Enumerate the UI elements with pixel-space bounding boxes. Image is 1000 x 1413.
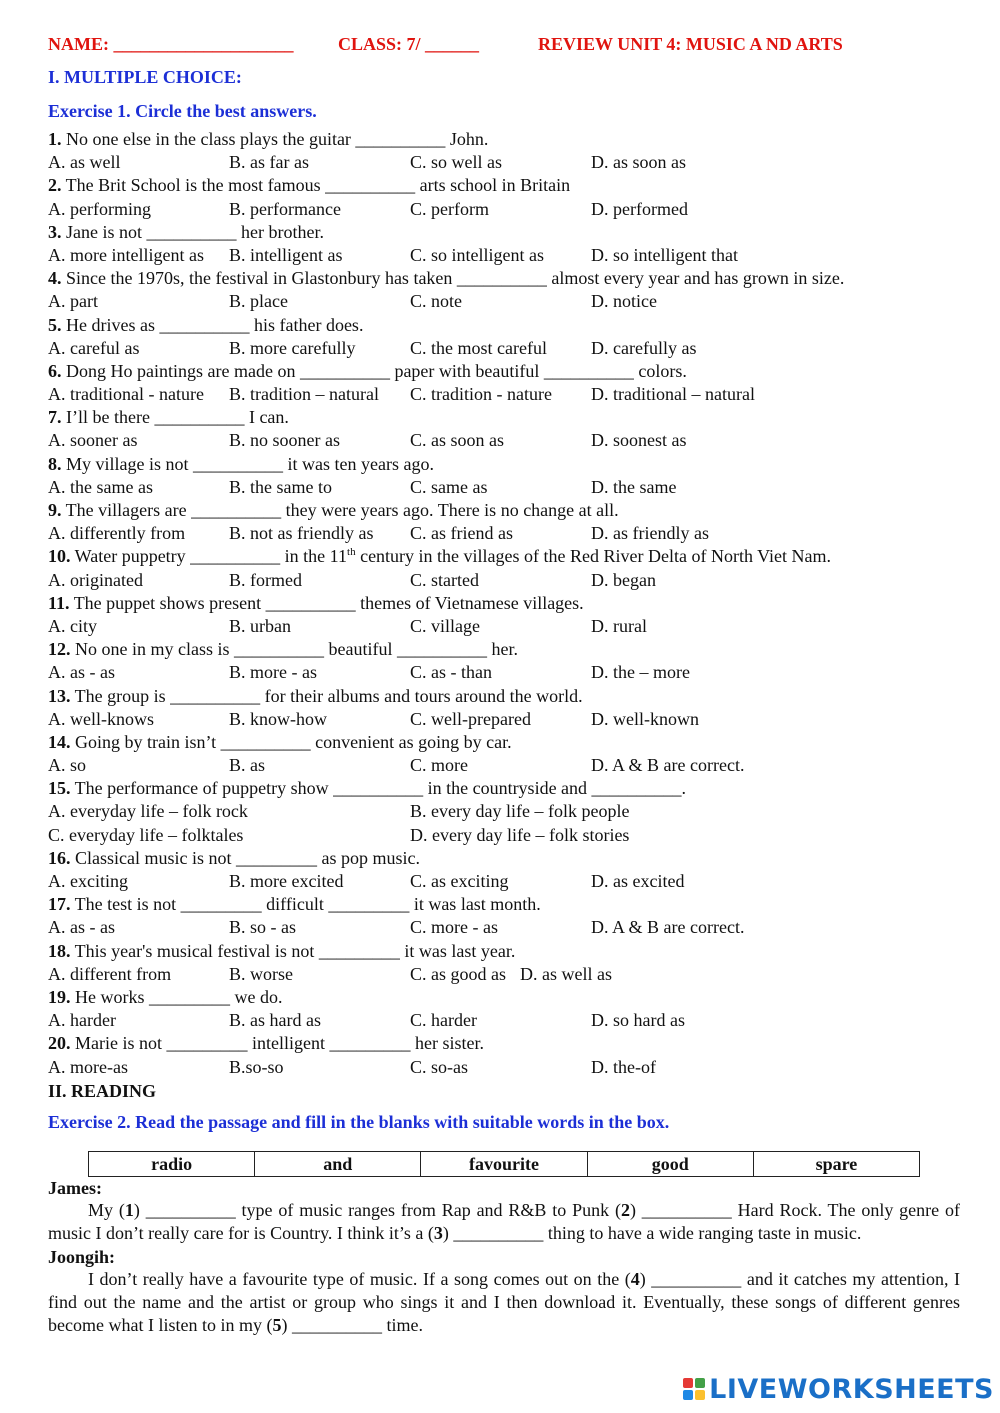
option-d[interactable]: D. traditional – natural	[591, 384, 755, 405]
worksheet-page	[48, 34, 960, 1338]
passage-text: I don’t really have a favourite type of music. If a song comes out on the (	[88, 1268, 631, 1289]
word-box-cell: radio	[89, 1152, 255, 1176]
option-a[interactable]: A. more-as	[48, 1056, 128, 1077]
question-number: 10.	[48, 546, 71, 567]
option-a[interactable]: A. part	[48, 291, 98, 312]
question-number: 1.	[48, 129, 62, 149]
question-9	[48, 499, 960, 522]
question-text: Dong Ho paintings are made on __________ paper with beautiful __________ colors.	[61, 360, 687, 381]
question-text: Since the 1970s, the festival in Glastonbury has taken __________ almost every year and has grown in size.	[61, 268, 845, 289]
option-c[interactable]: C. as soon as	[410, 430, 504, 451]
option-b[interactable]: B. urban	[229, 615, 291, 636]
option-d[interactable]: D. as friendly as	[591, 523, 709, 544]
option-d[interactable]: D. so hard as	[591, 1010, 685, 1031]
passage-joongih	[48, 1268, 960, 1338]
option-a[interactable]: A. originated	[48, 569, 143, 590]
class-field-label: CLASS: 7/ ______	[338, 34, 480, 54]
option-b[interactable]: B. not as friendly as	[229, 523, 374, 544]
question-number: 4.	[48, 268, 62, 289]
question-text: Jane is not __________ her brother.	[61, 221, 324, 242]
question-text: He works _________ we do.	[70, 986, 283, 1007]
option-b[interactable]: B. so - as	[229, 917, 296, 938]
logo-square	[695, 1378, 705, 1388]
options-row	[48, 824, 960, 847]
passage-text: ) __________ time.	[281, 1315, 423, 1336]
option-d[interactable]: D. as soon as	[591, 152, 686, 173]
option-b[interactable]: B. place	[229, 291, 288, 312]
option-d[interactable]: D. every day life – folk stories	[410, 824, 630, 845]
question-8	[48, 453, 960, 476]
question-14	[48, 731, 960, 754]
question-number: 9.	[48, 500, 62, 520]
option-a[interactable]: A. different from	[48, 963, 172, 984]
question-4	[48, 267, 960, 290]
options-row	[48, 615, 960, 638]
exercise-2-title: Exercise 2. Read the passage and fill in the blanks with suitable words in the box.	[48, 1111, 670, 1132]
options-row	[48, 1056, 960, 1079]
exercise-1-title: Exercise 1. Circle the best answers.	[48, 101, 317, 121]
option-b[interactable]: B. every day life – folk people	[410, 801, 630, 822]
option-a[interactable]: A. well-knows	[48, 708, 154, 729]
question-15	[48, 777, 960, 800]
options-row	[48, 800, 960, 823]
worksheet-header	[48, 34, 960, 60]
option-a[interactable]: A. careful as	[48, 337, 140, 358]
option-a[interactable]: A. differently from	[48, 523, 186, 544]
option-d[interactable]: D. as well as	[520, 963, 612, 984]
passage-text: ) __________ thing to have a wide ranging taste in music.	[442, 1223, 862, 1244]
name-field-label: NAME: ____________________	[48, 34, 294, 54]
option-a[interactable]: A. so	[48, 755, 87, 776]
passage-text: ) __________ type of music ranges from Rap and R&B to Punk (	[133, 1199, 621, 1220]
option-d[interactable]: D. the-of	[591, 1056, 656, 1077]
option-c[interactable]: C. the most careful	[410, 337, 547, 358]
options-row	[48, 383, 960, 406]
option-c[interactable]: C. village	[410, 615, 480, 636]
question-number: 20.	[48, 1033, 71, 1054]
question-text: My village is not __________ it was ten years ago.	[61, 453, 434, 474]
option-c[interactable]: C. started	[410, 569, 479, 590]
question-number: 5.	[48, 314, 62, 335]
option-c[interactable]: C. same as	[410, 476, 488, 497]
option-c[interactable]: C. everyday life – folktales	[48, 824, 244, 845]
option-a[interactable]: A. as - as	[48, 662, 115, 683]
question-13	[48, 685, 960, 708]
option-a[interactable]: A. everyday life – folk rock	[48, 801, 248, 822]
question-text: The villagers are __________ they were years ago. There is no change at all.	[61, 500, 619, 520]
question-text: The Brit School is the most famous __________ arts school in Britain	[61, 175, 571, 196]
question-19	[48, 986, 960, 1009]
blank-number: 3	[433, 1223, 443, 1244]
question-text: I’ll be there __________ I can.	[61, 407, 289, 428]
options-row	[48, 337, 960, 360]
question-text: Marie is not _________ intelligent _________ her sister.	[70, 1033, 484, 1054]
option-b[interactable]: B. as far as	[229, 152, 309, 173]
option-c[interactable]: C. perform	[410, 198, 489, 219]
options-row	[48, 569, 960, 592]
options-row	[48, 661, 960, 684]
option-b[interactable]: B. performance	[229, 198, 341, 219]
word-box-cell: good	[588, 1152, 754, 1176]
question-number: 7.	[48, 407, 62, 428]
option-d[interactable]: D. performed	[591, 198, 688, 219]
question-text: Going by train isn’t __________ convenient as going by car.	[70, 731, 512, 752]
word-box-cell: favourite	[421, 1152, 587, 1176]
question-3	[48, 221, 960, 244]
option-b[interactable]: B. more - as	[229, 662, 317, 683]
option-a[interactable]: A. harder	[48, 1010, 116, 1031]
question-number: 15.	[48, 778, 71, 799]
option-d[interactable]: D. notice	[591, 291, 657, 312]
option-c[interactable]: C. note	[410, 291, 462, 312]
options-row	[48, 151, 960, 174]
question-superscript: th	[347, 546, 356, 559]
question-7	[48, 406, 960, 429]
question-text: No one in my class is __________ beautiful __________ her.	[70, 639, 518, 660]
options-row	[48, 198, 960, 221]
option-c[interactable]: C. more - as	[410, 917, 498, 938]
word-box-cell: spare	[815, 1153, 858, 1174]
blank-number: 5	[272, 1315, 282, 1336]
option-a[interactable]: A. sooner as	[48, 430, 138, 451]
question-number: 13.	[48, 685, 71, 706]
liveworksheets-logo	[683, 1369, 994, 1409]
question-5	[48, 314, 960, 337]
question-text: Classical music is not _________ as pop music.	[70, 847, 420, 868]
option-b[interactable]: B. formed	[229, 569, 302, 590]
question-number: 16.	[48, 847, 71, 868]
option-b[interactable]: B. more excited	[229, 871, 344, 891]
option-a[interactable]: A. city	[48, 615, 97, 636]
option-d[interactable]: D. soonest as	[591, 430, 687, 451]
question-12	[48, 638, 960, 661]
logo-square	[695, 1390, 705, 1400]
option-c[interactable]: C. so well as	[410, 152, 502, 173]
speaker-joongih: Joongih:	[48, 1246, 116, 1267]
options-row	[48, 754, 960, 777]
question-17	[48, 893, 960, 916]
option-c[interactable]: C. as friend as	[410, 523, 513, 544]
logo-icon	[683, 1378, 705, 1400]
question-number: 6.	[48, 360, 62, 381]
question-text: No one else in the class plays the guitar __________ John.	[61, 129, 489, 149]
passage-text: ) __________ and it catches my attention, I find out the name and the artist or group who sings it and I then download it. Eventually, these songs of different genres become what I listen to in my (	[48, 1268, 960, 1336]
option-b[interactable]: B. as	[229, 755, 265, 776]
option-b[interactable]: B. no sooner as	[229, 430, 340, 451]
option-d[interactable]: D. so intelligent that	[591, 244, 738, 265]
question-number: 2.	[48, 175, 62, 196]
option-b[interactable]: B. tradition – natural	[229, 384, 379, 405]
blank-number: 1	[124, 1199, 134, 1220]
option-c[interactable]: C. as good as	[410, 963, 506, 984]
speaker-james: James:	[48, 1177, 102, 1198]
question-number: 18.	[48, 940, 71, 961]
question-16	[48, 847, 960, 870]
question-number: 17.	[48, 894, 71, 915]
option-b[interactable]: B. as hard as	[229, 1010, 321, 1031]
question-number: 14.	[48, 731, 71, 752]
question-text: He drives as __________ his father does.	[61, 314, 364, 335]
question-list	[48, 128, 960, 1079]
question-11	[48, 592, 960, 615]
word-box-cell: and	[255, 1152, 421, 1176]
question-text: The puppet shows present __________ themes of Vietnamese villages.	[69, 592, 584, 613]
question-text: Water puppetry __________ in the 11	[70, 546, 348, 567]
option-d[interactable]: D. as excited	[591, 871, 685, 891]
option-a[interactable]: A. exciting	[48, 871, 128, 891]
option-c[interactable]: C. tradition - nature	[410, 384, 552, 405]
options-row	[48, 963, 960, 986]
option-c[interactable]: C. harder	[410, 1010, 477, 1031]
question-number: 19.	[48, 986, 71, 1007]
option-b[interactable]: B. worse	[229, 963, 293, 984]
logo-square	[683, 1390, 693, 1400]
question-2	[48, 174, 960, 197]
worksheet-title: REVIEW UNIT 4: MUSIC A ND ARTS	[538, 34, 843, 54]
blank-number: 4	[630, 1268, 640, 1289]
option-d[interactable]: D. A & B are correct.	[591, 755, 745, 776]
passage-text: ) __________ Hard Rock. The only genre of music I don’t really care for is Country. I think it’s a (	[48, 1199, 960, 1244]
question-number: 11.	[48, 592, 70, 613]
option-b[interactable]: B. know-how	[229, 708, 327, 729]
question-text: The test is not _________ difficult _________ it was last month.	[70, 894, 541, 915]
question-text: century in the villages of the Red River Delta of North Viet Nam.	[355, 546, 832, 567]
option-d[interactable]: D. the – more	[591, 662, 690, 683]
section-reading-title: II. READING	[48, 1080, 157, 1101]
option-b[interactable]: B. the same to	[229, 476, 332, 497]
question-number: 3.	[48, 221, 62, 242]
question-18	[48, 940, 960, 963]
option-b[interactable]: B. intelligent as	[229, 244, 343, 265]
option-c[interactable]: C. so intelligent as	[410, 244, 544, 265]
option-c[interactable]: C. so-as	[410, 1056, 468, 1077]
word-box	[88, 1151, 920, 1177]
question-20	[48, 1032, 960, 1055]
question-10	[48, 545, 960, 568]
question-text: The group is __________ for their albums and tours around the world.	[70, 685, 583, 706]
option-d[interactable]: D. rural	[591, 615, 647, 636]
passage-text: My (	[88, 1199, 125, 1220]
option-c[interactable]: C. as - than	[410, 662, 492, 683]
option-a[interactable]: A. more intelligent as	[48, 244, 204, 265]
blank-number: 2	[620, 1199, 630, 1220]
question-text: This year's musical festival is not _________ it was last year.	[70, 940, 516, 961]
option-a[interactable]: A. performing	[48, 198, 151, 219]
option-c[interactable]: C. as exciting	[410, 871, 509, 891]
option-c[interactable]: C. well-prepared	[410, 708, 531, 729]
question-number: 12.	[48, 639, 71, 660]
options-row	[48, 290, 960, 313]
option-c[interactable]: C. more	[410, 755, 468, 776]
options-row	[48, 708, 960, 731]
section-multiple-choice-title: I. MULTIPLE CHOICE:	[48, 67, 242, 87]
question-1	[48, 128, 960, 151]
question-number: 8.	[48, 453, 62, 474]
option-b[interactable]: B. more carefully	[229, 337, 356, 358]
option-d[interactable]: D. carefully as	[591, 337, 697, 358]
option-d[interactable]: D. A & B are correct.	[591, 917, 745, 938]
options-row	[48, 476, 960, 499]
option-a[interactable]: A. traditional - nature	[48, 384, 204, 405]
option-a[interactable]: A. the same as	[48, 476, 153, 497]
question-6	[48, 360, 960, 383]
options-row	[48, 244, 960, 267]
logo-text: LIVEWORKSHEETS	[709, 1373, 994, 1405]
options-row	[48, 1009, 960, 1032]
options-row	[48, 916, 960, 939]
option-a[interactable]: A. as well	[48, 152, 121, 173]
options-row	[48, 870, 960, 893]
option-a[interactable]: A. as - as	[48, 917, 115, 938]
option-d[interactable]: D. the same	[591, 476, 677, 497]
logo-square	[683, 1378, 693, 1388]
options-row	[48, 429, 960, 452]
options-row	[48, 522, 960, 545]
option-b[interactable]: B.so-so	[229, 1056, 284, 1077]
option-d[interactable]: D. well-known	[591, 708, 699, 729]
question-text: The performance of puppetry show __________ in the countryside and __________.	[70, 778, 687, 799]
passage-james	[48, 1199, 960, 1246]
option-d[interactable]: D. began	[591, 569, 656, 590]
